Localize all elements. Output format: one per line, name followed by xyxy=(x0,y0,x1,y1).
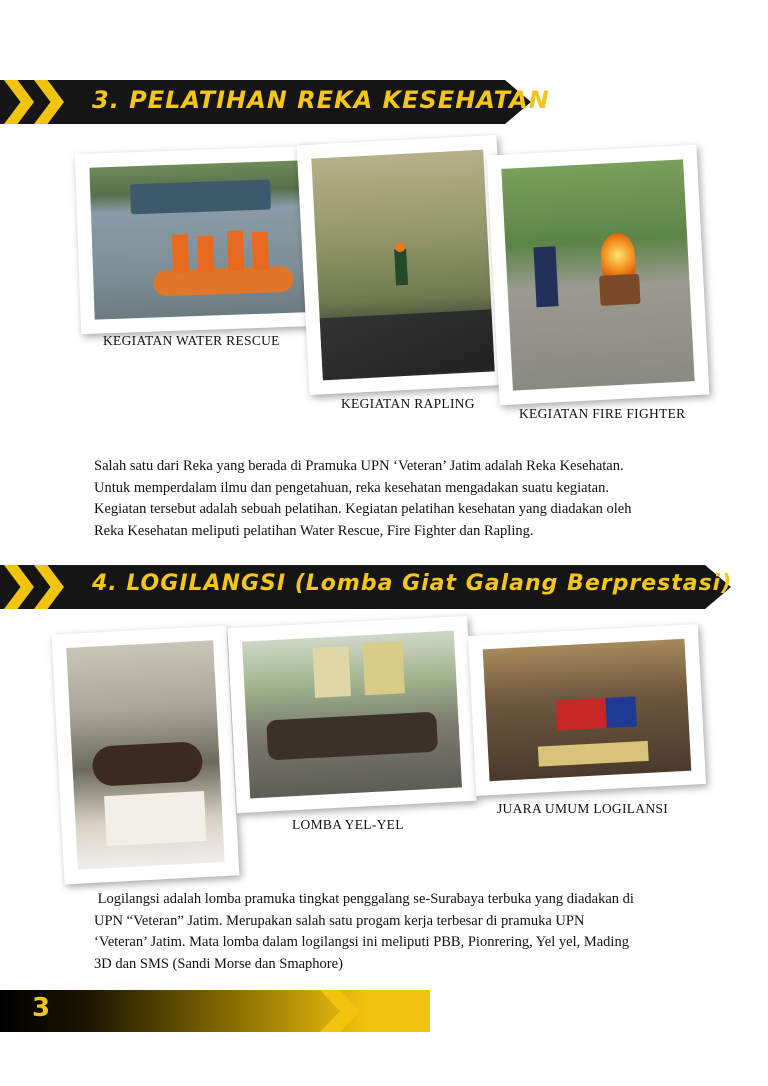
section-3-banner xyxy=(0,80,550,124)
paragraph-line: Reka Kesehatan meliputi pelatihan Water Rescue, Fire Fighter dan Rapling. xyxy=(94,522,534,539)
paragraph-line: Kegiatan tersebut adalah sebuah pelatihan. Kegiatan pelatihan kesehatan yang diadakan oleh xyxy=(94,501,632,517)
paragraph-line: Salah satu dari Reka yang berada di Pramuka UPN ‘Veteran’ Jatim adalah Reka Kesehatan. xyxy=(94,458,624,474)
paragraph-line: UPN “Veteran” Jatim. Merupakan salah satu progam kerja terbesar di pramuka UPN xyxy=(94,912,585,929)
caption-rapling: KEGIATAN RAPLING xyxy=(341,396,475,411)
section-3-paragraph xyxy=(94,456,734,542)
caption-yel-yel: LOMBA YEL-YEL xyxy=(292,817,404,832)
photo-water-rescue xyxy=(75,146,321,334)
footer-bar xyxy=(0,990,430,1032)
paragraph-line: 3D dan SMS (Sandi Morse dan Smaphore) xyxy=(94,955,343,972)
caption-water-rescue: KEGIATAN WATER RESCUE xyxy=(103,333,280,348)
paragraph-line: Logilangsi adalah lomba pramuka tingkat penggalang se-Surabaya terbuka yang diadakan di xyxy=(94,891,634,907)
paragraph-line: Untuk memperdalam ilmu dan pengetahuan, reka kesehatan mengadakan suatu kegiatan. xyxy=(94,479,609,496)
photo-lomba-yel-yel xyxy=(227,616,476,813)
paragraph-line: ‘Veteran’ Jatim. Mata lomba dalam logilangsi ini meliputi PBB, Pionrering, Yel yel, Mading xyxy=(94,934,629,950)
photo-logilangsi-activity xyxy=(52,626,240,885)
section-4-banner xyxy=(0,565,735,609)
caption-juara: JUARA UMUM LOGILANSI xyxy=(497,801,669,816)
section-4-title: 4. LOGILANGSI (Lomba Giat Galang Berprestasi) xyxy=(92,571,733,596)
caption-fire-fighter: KEGIATAN FIRE FIGHTER xyxy=(519,406,686,421)
page-number: 3 xyxy=(32,993,51,1023)
photo-rapling xyxy=(297,135,510,395)
section-3-title: 3. PELATIHAN REKA KESEHATAN xyxy=(92,86,550,114)
photo-juara-umum xyxy=(468,624,706,796)
photo-fire-fighter xyxy=(487,145,710,406)
section-4-paragraph xyxy=(94,889,734,975)
